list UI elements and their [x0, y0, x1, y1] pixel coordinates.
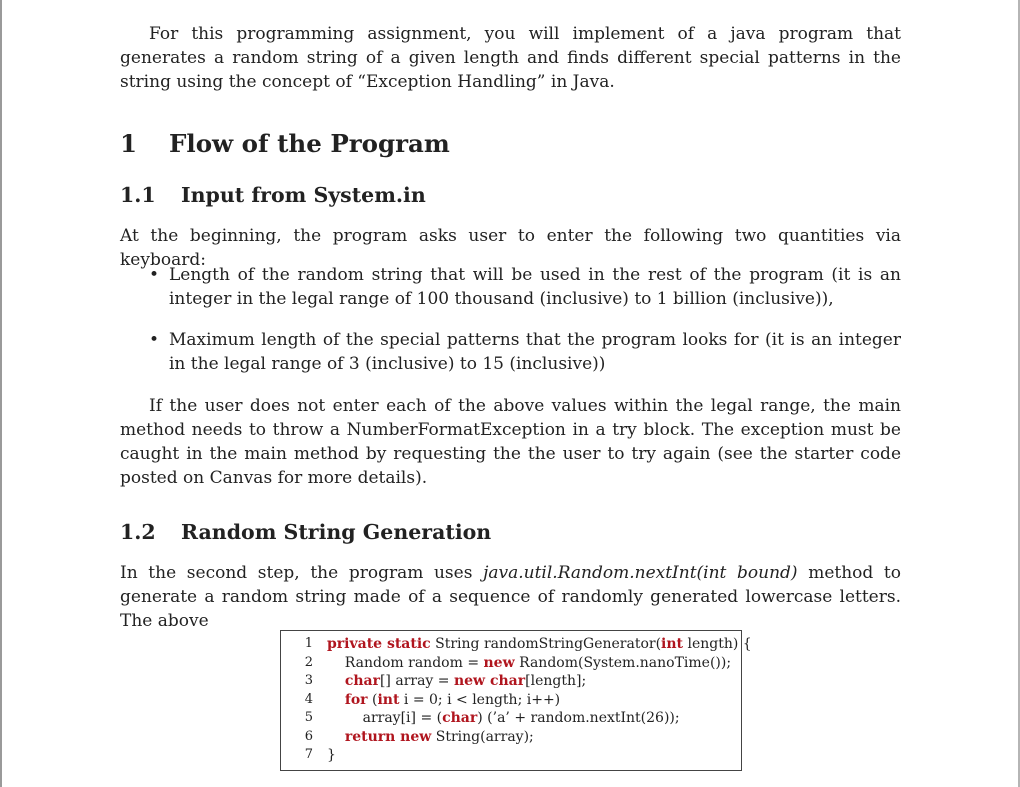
- subsection-number: 1.1: [120, 183, 156, 207]
- line-number: 5: [304, 710, 313, 725]
- bullet-icon: •: [149, 330, 160, 350]
- input-intro-text: At the beginning, the program asks user to enter the following two quantities via keyboard:: [120, 226, 901, 270]
- code-token: ) (’a’ + random.nextInt(26));: [477, 710, 680, 726]
- section-title: Flow of the Program: [169, 129, 450, 158]
- text-segment: method to generate a random string made of a sequence of randomly generated lowercase letters. The above: [120, 563, 901, 631]
- section-number: 1: [120, 129, 138, 158]
- subsection-heading-input: [120, 183, 426, 207]
- subsection-number: 1.2: [120, 520, 156, 544]
- code-token: String randomStringGenerator(: [430, 636, 662, 652]
- code-text: [327, 746, 336, 764]
- list-item: [120, 328, 901, 376]
- line-number: 7: [304, 747, 313, 762]
- line-number: 2: [304, 654, 313, 670]
- code-token: length) {: [683, 636, 752, 652]
- section-heading-flow: [120, 129, 450, 158]
- code-token: [] array =: [379, 673, 454, 689]
- intro-paragraph: For this programming assignment, you will implement of a java program that generates a random string of a given length and finds different special patterns in the string using the concept of “Exception Handling” in Java.: [120, 24, 901, 92]
- code-text: [327, 672, 586, 690]
- code-text: [327, 691, 560, 709]
- line-number: 4: [304, 691, 313, 707]
- page-left-edge: [0, 0, 2, 787]
- subsection-title: Random String Generation: [181, 520, 492, 544]
- code-keyword: new: [483, 654, 515, 671]
- code-keyword: char: [442, 710, 478, 726]
- exception-paragraph: If the user does not enter each of the above values within the legal range, the main method needs to throw a NumberFormatException in a try block. The exception must be caught in the main method by requesting the the user to try again (see the starter code posted on Canvas for more details).: [120, 396, 901, 488]
- code-token: (: [367, 691, 378, 708]
- code-listing: [280, 630, 752, 771]
- code-token: i = 0; i < length; i++): [399, 691, 561, 708]
- list-item-text: Length of the random string that will be used in the rest of the program (it is an integer in the legal range of 100 thousand (inclusive) to 1 billion (inclusive)),: [169, 265, 901, 309]
- code-keyword: int: [377, 691, 400, 708]
- text-segment: In the second step, the program uses: [120, 563, 484, 583]
- code-token: array[i] = (: [327, 710, 443, 726]
- line-number: 6: [304, 728, 313, 744]
- code-token: [327, 729, 345, 745]
- code-keyword: char: [344, 673, 380, 689]
- code-text: [327, 654, 731, 672]
- code-text: [327, 728, 534, 746]
- code-keyword: new char: [453, 673, 526, 689]
- code-token: String(array);: [431, 728, 534, 745]
- subsection-title: Input from System.in: [181, 183, 426, 207]
- random-generation-paragraph: [120, 561, 901, 633]
- line-number: 1: [304, 636, 313, 651]
- code-keyword: for: [344, 691, 368, 708]
- code-text: [327, 635, 752, 653]
- input-quantities-list: [120, 263, 901, 376]
- code-keyword: int: [661, 636, 684, 652]
- bullet-icon: •: [149, 265, 160, 285]
- code-keyword: return new: [344, 728, 432, 745]
- code-token: [327, 692, 345, 708]
- line-number: 3: [304, 673, 313, 688]
- list-item: [120, 263, 901, 311]
- code-token: [length];: [525, 673, 587, 689]
- method-reference: java.util.Random.nextInt(int bound): [483, 563, 798, 583]
- code-token: [327, 673, 345, 689]
- list-item-text: Maximum length of the special patterns that the program looks for (it is an integer in the legal range of 3 (inclusive) to 15 (inclusive)): [169, 330, 901, 374]
- code-token: }: [327, 747, 336, 763]
- code-keyword: private static: [327, 636, 431, 652]
- code-token: Random random =: [327, 654, 484, 671]
- subsection-heading-random: [120, 520, 491, 544]
- code-token: Random(System.nanoTime());: [514, 654, 732, 671]
- code-text: [327, 709, 680, 727]
